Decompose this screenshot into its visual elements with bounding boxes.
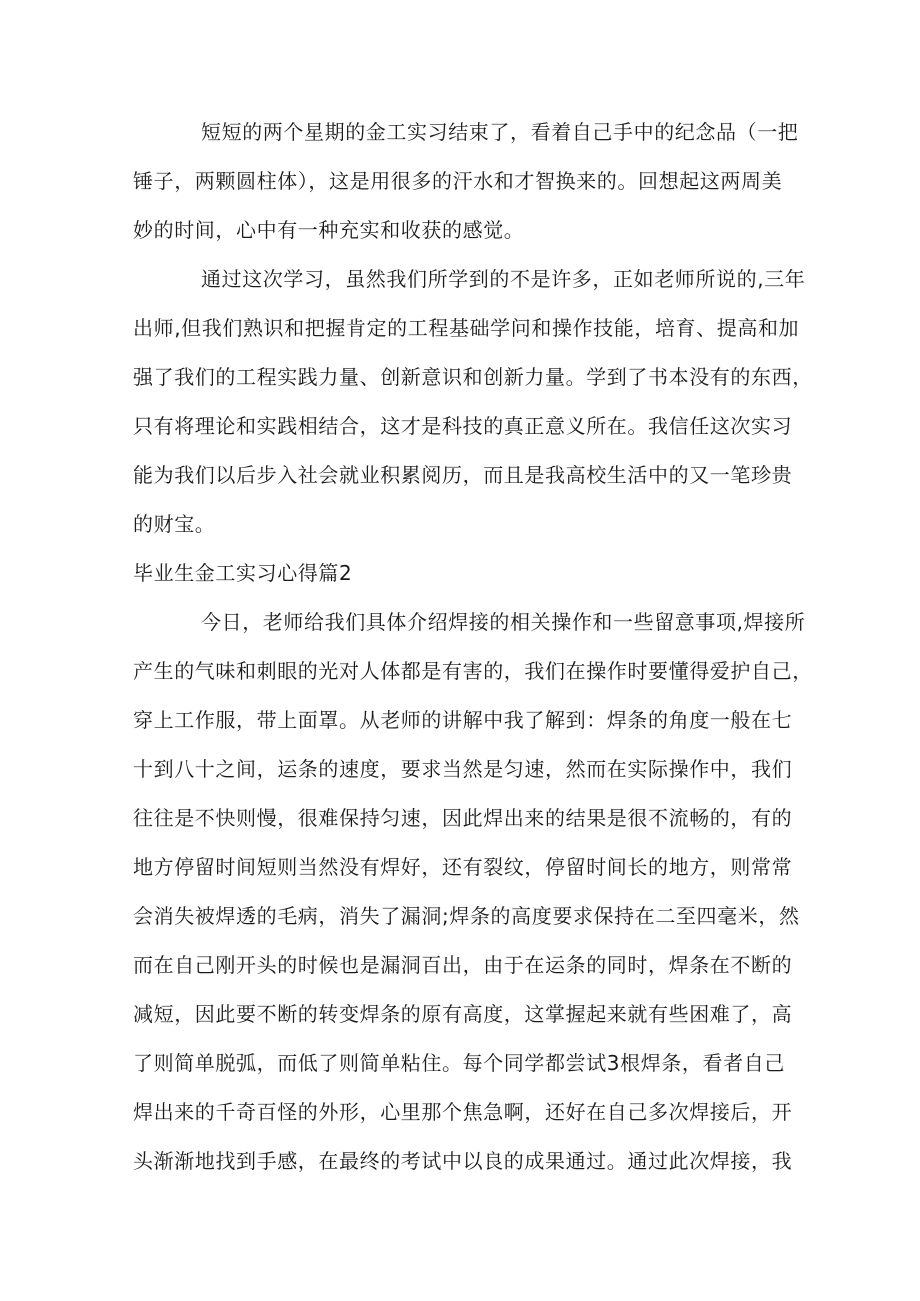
paragraph-3-line-7: 会消失被焊透的毛病，消失了漏洞;焊条的高度要求保持在二至四毫米，然	[133, 904, 800, 928]
paragraph-2-line-3: 强了我们的工程实践力量、创新意识和创新力量。学到了书本没有的东西，	[133, 365, 813, 389]
paragraph-3-line-5: 往往是不快则慢，很难保持匀速，因此焊出来的结果是很不流畅的，有的	[133, 806, 793, 830]
paragraph-3-line-4: 十到八十之间，运条的速度，要求当然是匀速，然而在实际操作中，我们	[133, 757, 793, 781]
section-heading: 毕业生金工实习心得篇2	[133, 561, 353, 585]
paragraph-3-line-11: 焊出来的千奇百怪的外形，心里那个焦急啊，还好在自己多次焊接后，开	[133, 1100, 793, 1124]
paragraph-3-line-6: 地方停留时间短则当然没有焊好，还有裂纹，停留时间长的地方，则常常	[133, 855, 793, 879]
paragraph-3-line-12: 头渐渐地找到手感，在最终的考试中以良的成果通过。通过此次焊接，我	[133, 1149, 793, 1173]
paragraph-2-line-2: 出师,但我们熟识和把握肯定的工程基础学问和操作技能，培育、提高和加	[133, 316, 800, 340]
paragraph-1-line-2: 锤子，两颗圆柱体），这是用很多的汗水和才智换来的。回想起这两周美	[133, 169, 783, 193]
paragraph-3-line-2: 产生的气味和刺眼的光对人体都是有害的，我们在操作时要懂得爱护自己，	[133, 659, 813, 683]
paragraph-1-line-1: 短短的两个星期的金工实习结束了，看着自己手中的纪念品（一把	[201, 120, 799, 144]
paragraph-3-line-3: 穿上工作服，带上面罩。从老师的讲解中我了解到：焊条的角度一般在七	[133, 708, 793, 732]
paragraph-2-line-1: 通过这次学习，虽然我们所学到的不是许多，正如老师所说的,三年	[201, 267, 806, 291]
paragraph-3-line-9: 减短，因此要不断的转变焊条的原有高度，这掌握起来就有些困难了，高	[133, 1002, 793, 1026]
paragraph-3-line-10: 了则简单脱弧，而低了则简单粘住。每个同学都尝试3根焊条，看者自己	[133, 1051, 785, 1075]
paragraph-3-line-1: 今日，老师给我们具体介绍焊接的相关操作和一些留意事项,焊接所	[201, 610, 806, 634]
paragraph-3-line-8: 而在自己刚开头的时候也是漏洞百出，由于在运条的同时，焊条在不断的	[133, 953, 793, 977]
paragraph-2-line-4: 只有将理论和实践相结合，这才是科技的真正意义所在。我信任这次实习	[133, 414, 793, 438]
paragraph-1-line-3: 妙的时间，心中有一种充实和收获的感觉。	[133, 218, 525, 242]
paragraph-2-line-6: 的财宝。	[133, 512, 216, 536]
paragraph-2-line-5: 能为我们以后步入社会就业积累阅历，而且是我高校生活中的又一笔珍贵	[133, 463, 793, 487]
